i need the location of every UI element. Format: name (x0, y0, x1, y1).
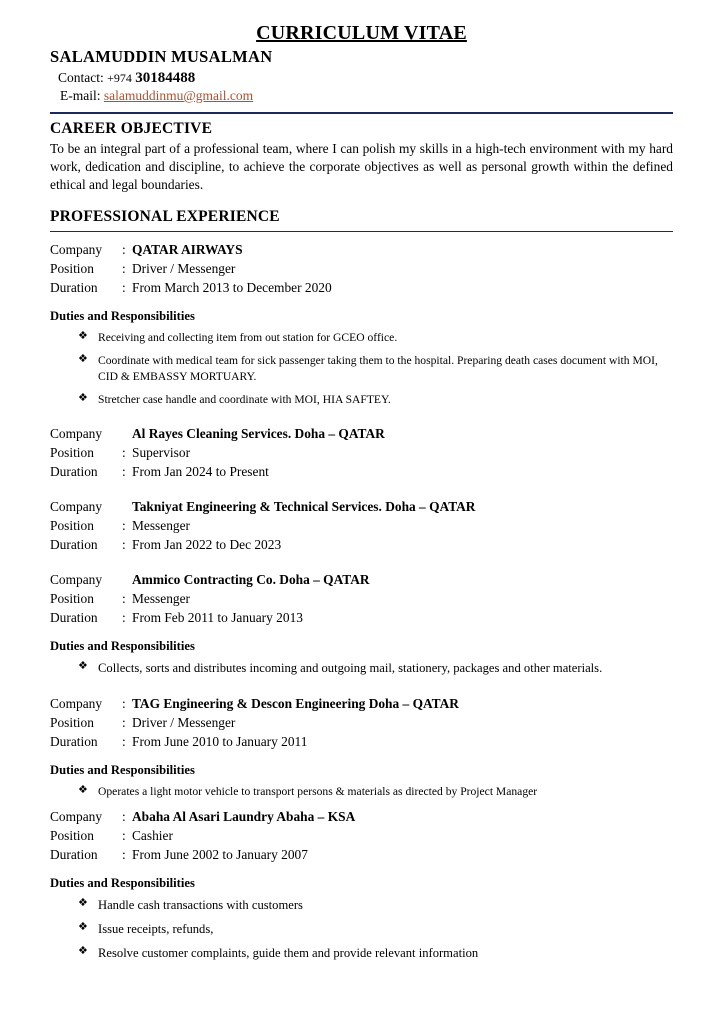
colon (122, 424, 132, 443)
duties-list (50, 330, 673, 408)
label-company: Company (50, 242, 103, 258)
job-position-row (50, 826, 673, 845)
duty-text: Stretcher case handle and coordinate with MOI, HIA SAFTEY. (98, 392, 391, 406)
colon: : (122, 537, 126, 553)
header-divider (50, 112, 673, 114)
job-duration-value: From June 2002 to January 2007 (132, 846, 308, 862)
spacer (50, 556, 673, 570)
duty-text: Receiving and collecting item from out station for GCEO office. (98, 331, 398, 345)
job-duration-value: From Jan 2024 to Present (132, 464, 269, 480)
job-position-row (50, 713, 673, 732)
career-objective-text: To be an integral part of a professional team, where I can polish my skills in a high-tech environment with my hard work, dedication and discipline, to achieve the corporate objectives as well as personal growth within the defined ethical and legal boundaries. (50, 141, 673, 193)
colon (122, 570, 132, 589)
job-position-row (50, 443, 673, 462)
list-item (78, 897, 673, 915)
email-line (60, 88, 673, 104)
job-entry (50, 497, 673, 554)
colon: : (122, 445, 126, 461)
list-item (78, 921, 673, 939)
colon: : (122, 518, 126, 534)
job-duration-row (50, 608, 673, 627)
job-position-row (50, 589, 673, 608)
duties-heading: Duties and Responsibilities (50, 763, 195, 778)
spacer (50, 483, 673, 497)
duty-text: Operates a light motor vehicle to transport persons & materials as directed by Project Manager (98, 785, 538, 799)
duty-text: Coordinate with medical team for sick passenger taking them to the hospital. Preparing death cases document with MOI, CID & EMBASSY MORTUARY. (98, 353, 658, 384)
job-position-row (50, 516, 673, 535)
job-duration-row (50, 845, 673, 864)
duties-list (50, 660, 673, 678)
list-item (78, 945, 673, 963)
job-duration-value: From Feb 2011 to January 2013 (132, 610, 303, 626)
job-position-value: Cashier (132, 827, 173, 843)
email-label: E-mail: (60, 88, 101, 103)
duty-text: Issue receipts, refunds, (98, 921, 214, 936)
label-position: Position (50, 827, 94, 843)
label-position: Position (50, 518, 94, 534)
job-entry (50, 570, 673, 627)
diamond-bullet-icon: ❖ (78, 660, 88, 673)
label-duration: Duration (50, 537, 98, 553)
section-title-objective: CAREER OBJECTIVE (50, 120, 213, 137)
job-duration-row (50, 732, 673, 751)
label-position: Position (50, 261, 94, 277)
label-duration: Duration (50, 464, 98, 480)
job-duration-value: From Jan 2022 to Dec 2023 (132, 537, 282, 553)
diamond-bullet-icon: ❖ (78, 784, 88, 797)
job-position-value: Supervisor (132, 445, 191, 461)
colon: : (122, 610, 126, 626)
diamond-bullet-icon: ❖ (78, 330, 88, 343)
job-entry (50, 694, 673, 751)
email-link[interactable]: salamuddinmu@gmail.com (103, 88, 254, 103)
job-company-value: Ammico Contracting Co. Doha – QATAR (132, 572, 370, 588)
job-company-value: Takniyat Engineering & Technical Services. Doha – QATAR (132, 499, 476, 515)
job-company-value: TAG Engineering & Descon Engineering Doha – QATAR (132, 696, 459, 712)
diamond-bullet-icon: ❖ (78, 920, 88, 933)
applicant-name: SALAMUDDIN MUSALMAN (50, 47, 273, 66)
label-company: Company (50, 426, 103, 442)
label-position: Position (50, 591, 94, 607)
colon: : (122, 464, 126, 480)
job-duration-value: From March 2013 to December 2020 (132, 280, 332, 296)
list-item (78, 353, 673, 386)
contact-line (58, 70, 673, 87)
job-duration-row (50, 278, 673, 297)
label-duration: Duration (50, 846, 98, 862)
phone-country-code: +974 (107, 71, 132, 85)
page-title: CURRICULUM VITAE (256, 22, 467, 44)
diamond-bullet-icon: ❖ (78, 896, 88, 909)
list-item (78, 784, 673, 800)
label-company: Company (50, 696, 103, 712)
label-duration: Duration (50, 734, 98, 750)
job-position-value: Driver / Messenger (132, 261, 236, 277)
job-company-row (50, 807, 673, 826)
job-company-value: Abaha Al Asari Laundry Abaha – KSA (132, 808, 356, 824)
label-duration: Duration (50, 280, 98, 296)
duty-text: Handle cash transactions with customers (98, 897, 303, 912)
job-position-row (50, 259, 673, 278)
job-duration-value: From June 2010 to January 2011 (132, 734, 308, 750)
job-duration-row (50, 462, 673, 481)
colon: : (122, 827, 126, 843)
job-duration-row (50, 535, 673, 554)
diamond-bullet-icon: ❖ (78, 944, 88, 957)
colon: : (122, 261, 126, 277)
label-position: Position (50, 715, 94, 731)
colon: : (122, 734, 126, 750)
job-company-row (50, 694, 673, 713)
job-entry (50, 424, 673, 481)
duties-heading: Duties and Responsibilities (50, 875, 195, 890)
spacer (50, 414, 673, 424)
colon: : (122, 591, 126, 607)
spacer (50, 684, 673, 694)
colon: : (122, 846, 126, 862)
duty-text: Collects, sorts and distributes incoming and outgoing mail, stationery, packages and other materials. (98, 661, 603, 676)
label-duration: Duration (50, 610, 98, 626)
contact-label: Contact: (58, 70, 104, 85)
list-item (78, 660, 673, 678)
label-company: Company (50, 572, 103, 588)
duties-list (50, 897, 673, 963)
list-item (78, 330, 673, 346)
diamond-bullet-icon: ❖ (78, 352, 88, 365)
colon: : (122, 715, 126, 731)
duties-list (50, 784, 673, 800)
job-entry (50, 240, 673, 297)
label-company: Company (50, 499, 103, 515)
colon: : (122, 808, 126, 824)
label-position: Position (50, 445, 94, 461)
label-company: Company (50, 808, 103, 824)
duty-text: Resolve customer complaints, guide them and provide relevant information (98, 945, 479, 960)
colon: : (122, 242, 126, 258)
job-company-value: QATAR AIRWAYS (132, 242, 243, 258)
experience-divider (50, 231, 673, 232)
colon (122, 497, 132, 516)
job-company-row (50, 240, 673, 259)
duties-heading: Duties and Responsibilities (50, 309, 195, 324)
phone-number: 30184488 (135, 70, 196, 86)
job-company-row (50, 570, 673, 589)
job-position-value: Messenger (132, 591, 191, 607)
job-position-value: Driver / Messenger (132, 715, 236, 731)
job-company-row (50, 424, 673, 443)
job-entry (50, 807, 673, 864)
list-item (78, 392, 673, 408)
diamond-bullet-icon: ❖ (78, 391, 88, 404)
section-title-experience: PROFESSIONAL EXPERIENCE (50, 208, 280, 226)
job-position-value: Messenger (132, 518, 191, 534)
job-company-row (50, 497, 673, 516)
job-company-value: Al Rayes Cleaning Services. Doha – QATAR (132, 426, 385, 442)
colon: : (122, 696, 126, 712)
duties-heading: Duties and Responsibilities (50, 639, 195, 654)
colon: : (122, 280, 126, 296)
